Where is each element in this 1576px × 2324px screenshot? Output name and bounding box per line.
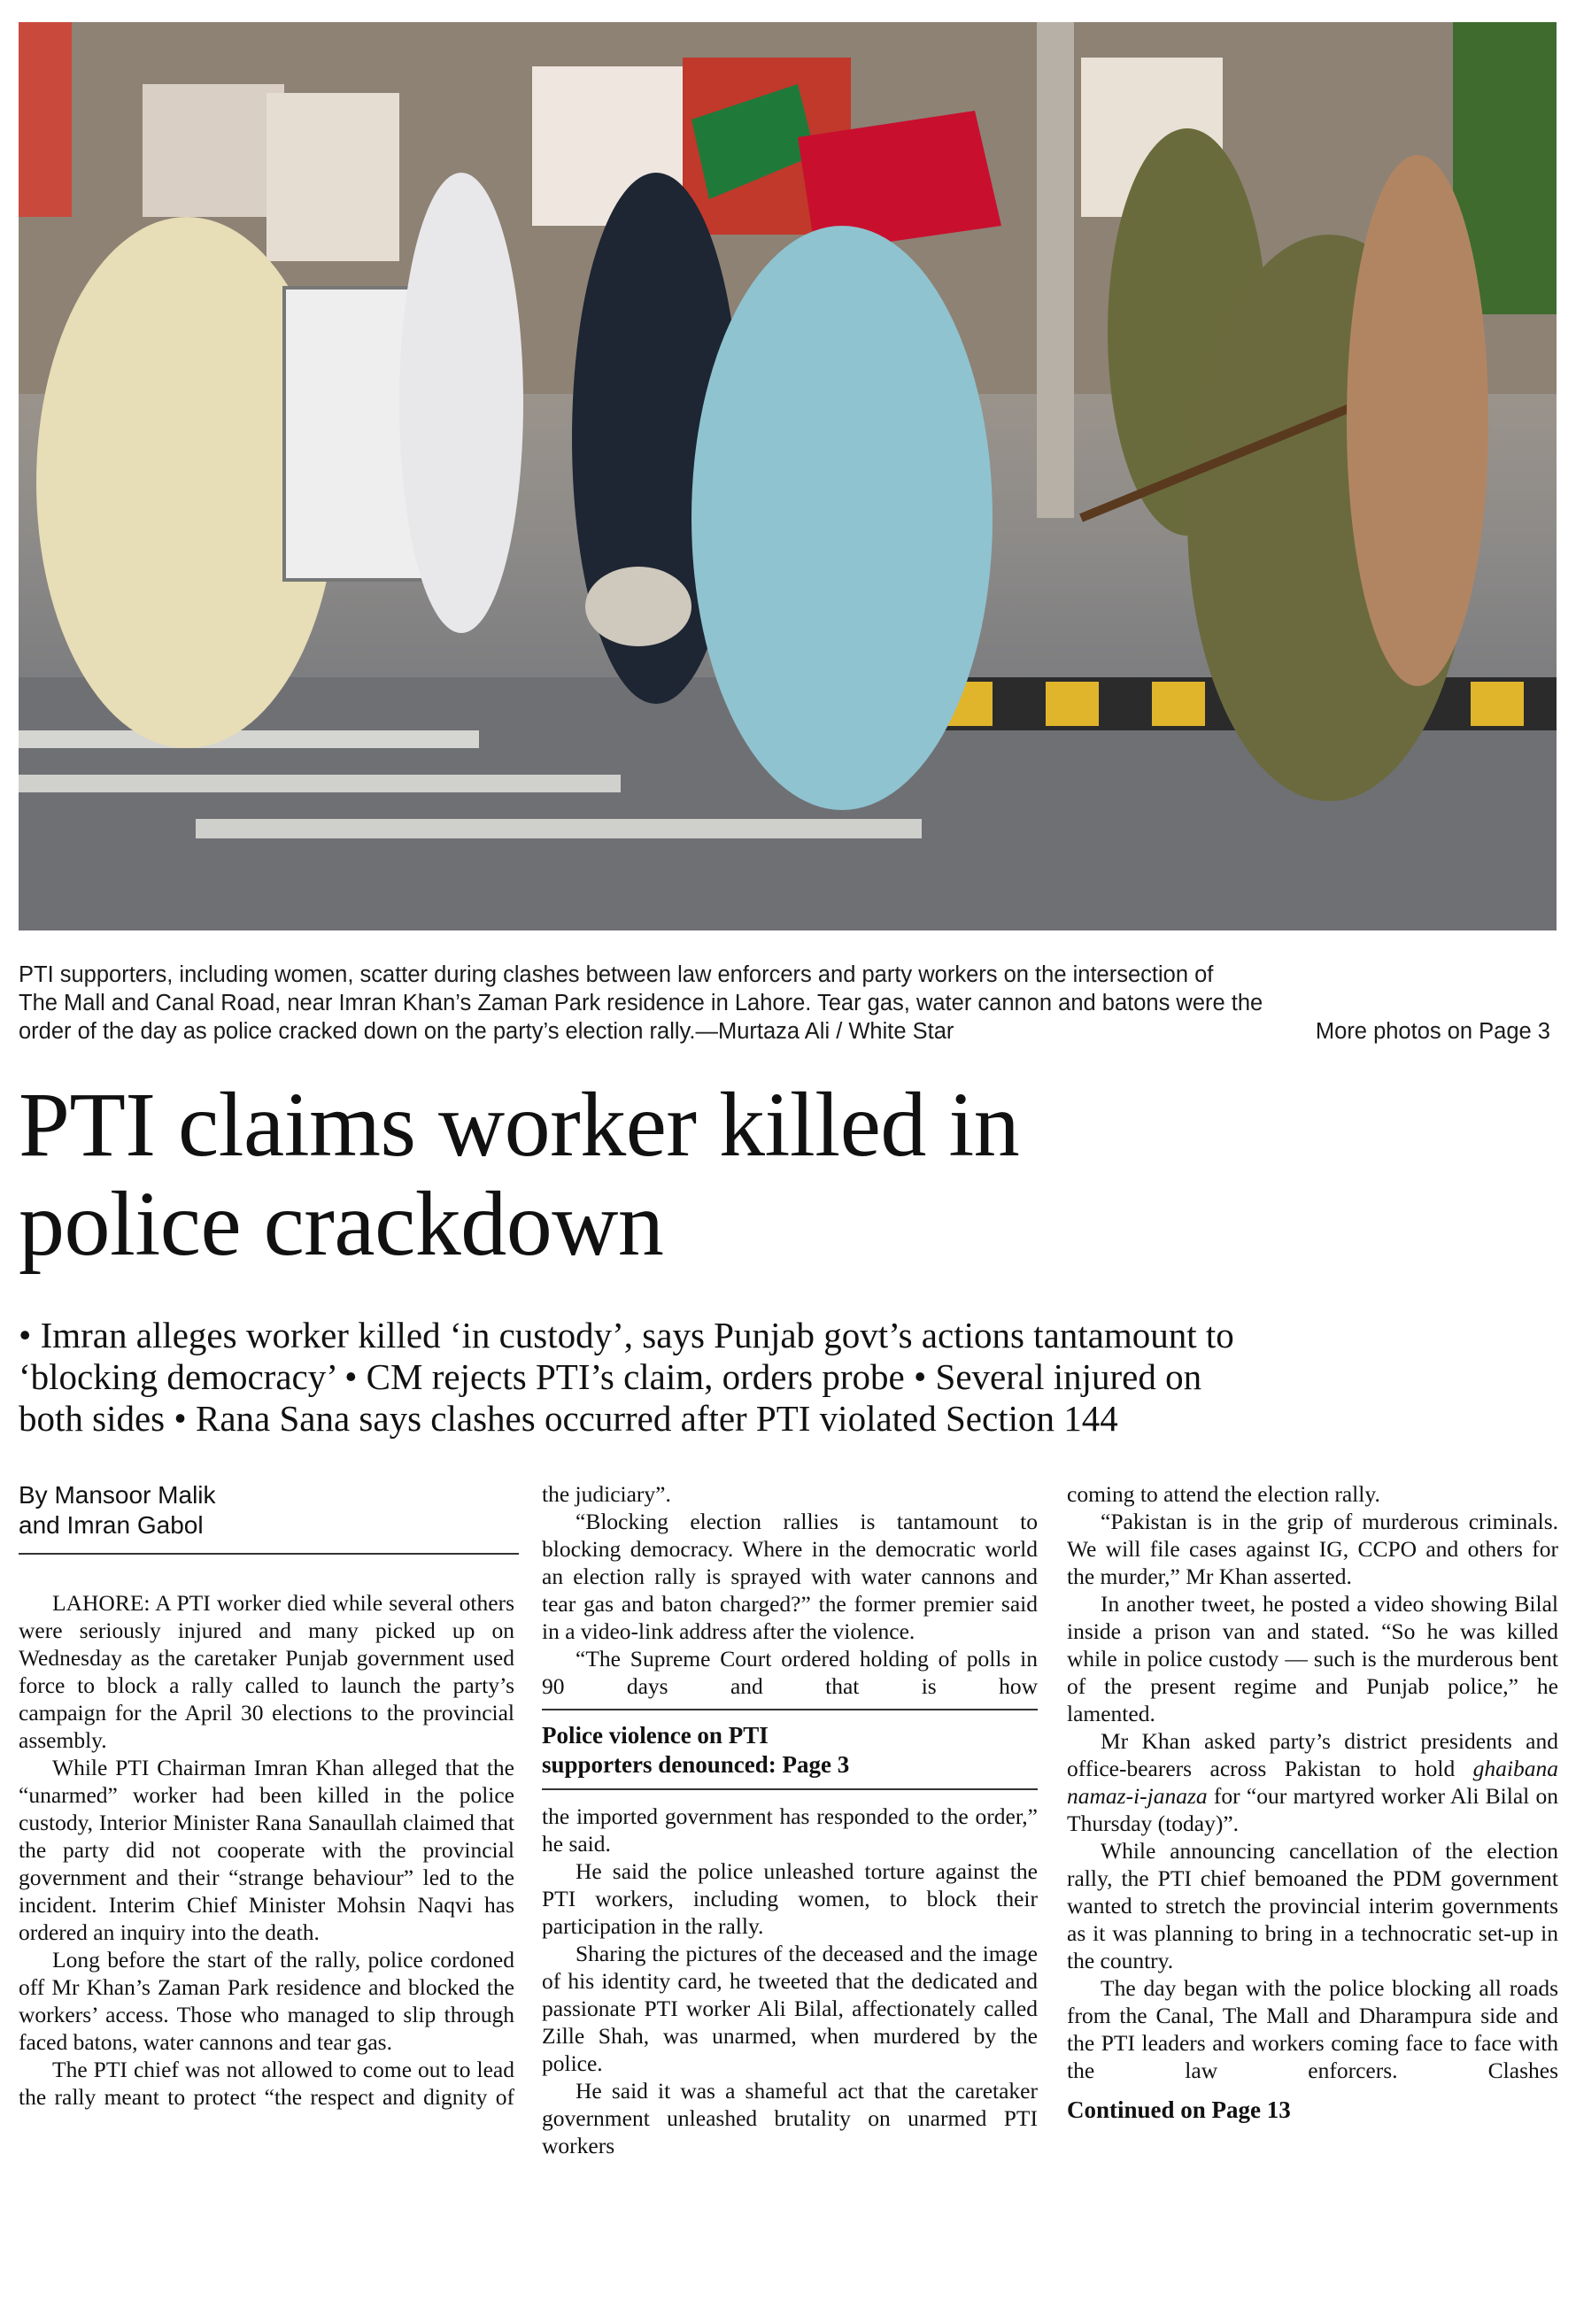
continued-link[interactable]: Continued on Page 13: [1067, 2096, 1291, 2123]
byline: [19, 1480, 519, 1555]
paragraph: [1067, 1727, 1558, 1837]
billboard-2: [267, 93, 399, 261]
banner-left: [19, 22, 72, 217]
cross-reference-line-1: Police violence on PTI: [542, 1722, 769, 1749]
article-column-1: [19, 1589, 514, 2111]
paragraph: the judiciary”.: [542, 1481, 671, 1507]
cross-reference-box[interactable]: [542, 1709, 1038, 1790]
byline-author-2: and Imran Gabol: [19, 1511, 204, 1539]
pole: [1037, 22, 1074, 518]
paragraph: While PTI Chairman Imran Khan alleged that the “unarmed” worker had been killed in the police custody, Interior Minister Rana Sanaullah claimed that the party did not cooperate with the provincial government and their “strange behaviour” led to the incident. Interim Chief Minister Mohsin Naqvi has ordered an inquiry into the death.: [19, 1755, 514, 1945]
man-tan-kurta: [1347, 155, 1488, 686]
headline-line-2: police crackdown: [19, 1173, 664, 1275]
paragraph: The day began with the police blocking all roads from the Canal, The Mall and Dharampura side and the PTI leaders and workers coming face to face with the law enforcers. Clashes: [1067, 1975, 1558, 2083]
handbag: [585, 567, 691, 646]
paragraph: Sharing the pictures of the deceased and the image of his identity card, he tweeted that the dedicated and passionate PTI worker Ali Bilal, affectionately called Zille Shah, was unarmed, when murdered by the police.: [542, 1941, 1038, 2076]
paragraph: LAHORE: A PTI worker died while several others were seriously injured and many picked up on Wednesday as the caretaker Punjab government used force to block a rally called to launch the party’s campaign for the April 30 elections to the provincial assembly.: [19, 1590, 514, 1753]
paragraph-text: Mr Khan asked party’s district presidents and office-bearers across Pakistan to hold: [1067, 1728, 1558, 1781]
paragraph: coming to attend the election rally.: [1067, 1481, 1380, 1507]
caption-line: PTI supporters, including women, scatter during clashes between law enforcers and party workers on the intersection of: [19, 962, 1214, 987]
photo-caption: [19, 961, 1550, 1046]
caption-line: order of the day as police cracked down on the party’s election rally.—Murtaza Ali / White Star: [19, 1019, 954, 1044]
paragraph: “Blocking election rallies is tantamount to blocking democracy. Where in the democratic world an election rally is sprayed with water cannons and tear gas and baton charged?” the former premier said in a video-link address after the violence.: [542, 1509, 1038, 1644]
crosswalk-3: [196, 819, 922, 838]
paragraph: “Pakistan is in the grip of murderous criminals. We will file cases against IG, CCPO and others for the murder,” Mr Khan asserted.: [1067, 1509, 1558, 1589]
more-photos-note: More photos on Page 3: [1315, 1019, 1550, 1044]
news-photo: [19, 22, 1557, 930]
deck-line-3: both sides • Rana Sana says clashes occurred after PTI violated Section 144: [19, 1398, 1118, 1439]
rally-clash-photo-illustration: [19, 22, 1557, 930]
man-white-shirt: [399, 173, 523, 633]
curb-yellow-6: [1471, 682, 1524, 726]
paragraph: While announcing cancellation of the election rally, the PTI chief bemoaned the PDM government wanted to stretch the provincial interim governments as it was planning to bring in a technocratic set-up in the country.: [1067, 1838, 1558, 1973]
cross-reference-line-2: supporters denounced: Page 3: [542, 1751, 850, 1778]
caption-line: The Mall and Canal Road, near Imran Khan’s Zaman Park residence in Lahore. Tear gas, water cannon and batons were the: [19, 991, 1263, 1015]
paragraph: He said the police unleashed torture against the PTI workers, including women, to block their participation in the rally.: [542, 1858, 1038, 1939]
paragraph-italic-term: ghaibana namaz-i-janaza: [1067, 1756, 1558, 1809]
paragraph-text: for “our martyred worker Ali Bilal on Thursday (today)”.: [1067, 1783, 1558, 1836]
crosswalk-1: [19, 730, 479, 748]
paragraph: the imported government has responded to the order,” he said.: [542, 1803, 1038, 1857]
paragraph: In another tweet, he posted a video showing Bilal inside a prison van and stated. “So he was killed while in police custody — such is the murderous bent of the present regime and Punjab police,” he lamented.: [1067, 1591, 1558, 1726]
byline-author-1: By Mansoor Malik: [19, 1481, 216, 1509]
deck-summary: [19, 1315, 1559, 1440]
billboard-1: [143, 84, 284, 217]
deck-line-2: ‘blocking democracy’ • CM rejects PTI’s claim, orders probe • Several injured on: [19, 1356, 1202, 1397]
paragraph: The PTI chief was not allowed to come out to lead the rally meant to protect “the respect and dignity of: [19, 2057, 514, 2110]
deck-line-1: • Imran alleges worker killed ‘in custody’, says Punjab govt’s actions tantamount to: [19, 1315, 1234, 1355]
article-column-2: [542, 1480, 1038, 2159]
paragraph: Long before the start of the rally, police cordoned off Mr Khan’s Zaman Park residence and blocked the workers’ access. Those who managed to slip through faced batons, water cannons and tear gas.: [19, 1947, 514, 2055]
headline-line-1: PTI claims worker killed in: [19, 1074, 1020, 1176]
curb-yellow-3: [1152, 682, 1205, 726]
paragraph: “The Supreme Court ordered holding of polls in 90 days and that is how: [542, 1646, 1038, 1699]
crosswalk-2: [19, 775, 621, 792]
headline: [19, 1076, 1559, 1274]
curb-yellow-2: [1046, 682, 1099, 726]
paragraph: He said it was a shameful act that the caretaker government unleashed brutality on unarmed PTI workers: [542, 2078, 1038, 2158]
article-column-3: [1067, 1480, 1558, 2124]
woman-blue-dress: [691, 226, 993, 810]
